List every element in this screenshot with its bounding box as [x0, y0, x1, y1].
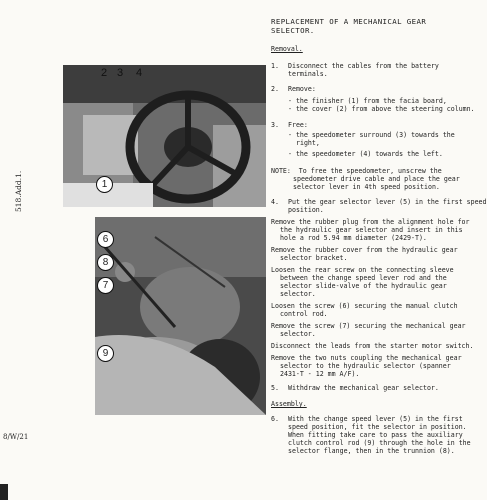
- step-6-line-5: selector flange, then in the trunnion (8).: [288, 447, 455, 455]
- photo2-callout-8: 8: [97, 254, 114, 271]
- gear-selector-photo: [95, 217, 266, 415]
- step-6-line-3: When fitting take care to pass the auxiliary: [288, 431, 463, 439]
- note-line-1: NOTE: To free the speedometer, unscrew the: [271, 167, 442, 175]
- step-5-line-1: Withdraw the mechanical gear selector.: [288, 384, 439, 392]
- step-1-line-1: Disconnect the cables from the battery: [288, 62, 439, 70]
- step-2-bullet-2: - the cover (2) from above the steering column.: [288, 105, 475, 113]
- para-1-line-3: hole a rod 5.94 mm diameter (2429-T).: [280, 234, 427, 242]
- note-line-2: speedometer drive cable and place the gear: [293, 175, 460, 183]
- step-2-number: 2.: [271, 85, 279, 93]
- title-line-2: SELECTOR.: [271, 26, 315, 35]
- para-2-line-2: selector bracket.: [280, 254, 348, 262]
- step-4-line-1: Put the gear selector lever (5) in the first speed: [288, 198, 487, 206]
- step-4-line-2: position.: [288, 206, 324, 214]
- step-5-number: 5.: [271, 384, 279, 392]
- para-2-line-1: Remove the rubber cover from the hydraulic gear: [271, 246, 458, 254]
- para-3-line-1: Loosen the rear screw on the connecting sleeve: [271, 266, 454, 274]
- step-3-bullet-1-line-2: right,: [296, 139, 320, 147]
- step-4-number: 4.: [271, 198, 279, 206]
- step-3-number: 3.: [271, 121, 279, 129]
- side-reference: 518.Add.1.: [14, 170, 23, 212]
- step-6-line-2: speed position, fit the selector in position.: [288, 423, 467, 431]
- photo1-callout-2: 2: [101, 67, 108, 79]
- step-2-line-1: Remove:: [288, 85, 316, 93]
- para-7-line-3: 2431-T - 12 mm A/F).: [280, 370, 360, 378]
- para-5-line-1: Remove the screw (7) securing the mechanical gear: [271, 322, 466, 330]
- para-3-line-2: between the change speed lever rod and the: [280, 274, 447, 282]
- photo1-callout-1: 1: [96, 176, 113, 193]
- step-2-bullet-1: - the finisher (1) from the facia board,: [288, 97, 447, 105]
- photo1-callout-4: 4: [136, 67, 143, 79]
- step-1-number: 1.: [271, 62, 279, 70]
- para-4-line-2: control rod.: [280, 310, 328, 318]
- scan-edge-mark: [0, 484, 8, 500]
- para-7-line-1: Remove the two nuts coupling the mechanical gear: [271, 354, 462, 362]
- step-3-line-1: Free:: [288, 121, 308, 129]
- photo2-callout-7: 7: [97, 277, 114, 294]
- dashboard-photo-drawing: [63, 65, 266, 207]
- step-6-number: 6.: [271, 415, 279, 423]
- step-3-bullet-2: - the speedometer (4) towards the left.: [288, 150, 443, 158]
- para-3-line-3: selector slide-valve of the hydraulic gear: [280, 282, 447, 290]
- para-1-line-2: the hydraulic gear selector and insert in this: [280, 226, 463, 234]
- removal-heading: Removal.: [271, 45, 303, 53]
- title-line-1: REPLACEMENT OF A MECHANICAL GEAR: [271, 17, 427, 26]
- step-6-line-1: With the change speed lever (5) in the first: [288, 415, 463, 423]
- para-6-line-1: Disconnect the leads from the starter motor switch.: [271, 342, 474, 350]
- assembly-heading: Assembly.: [271, 400, 307, 408]
- photo1-callout-3: 3: [117, 67, 124, 79]
- para-4-line-1: Loosen the screw (6) securing the manual clutch: [271, 302, 458, 310]
- gear-selector-photo-drawing: [95, 217, 266, 415]
- step-3-bullet-1-line-1: - the speedometer surround (3) towards the: [288, 131, 455, 139]
- photo2-callout-6: 6: [97, 231, 114, 248]
- note-line-3: selector lever in 4th speed position.: [293, 183, 440, 191]
- para-7-line-2: selector to the hydraulic selector (spanner: [280, 362, 451, 370]
- step-1-line-2: terminals.: [288, 70, 328, 78]
- footer-reference: 8/W/21: [3, 433, 29, 441]
- photo2-callout-9: 9: [97, 345, 114, 362]
- dashboard-photo: [63, 65, 266, 207]
- para-3-line-4: selector.: [280, 290, 316, 298]
- para-1-line-1: Remove the rubber plug from the alignment hole for: [271, 218, 470, 226]
- para-5-line-2: selector.: [280, 330, 316, 338]
- step-6-line-4: clutch control rod (9) through the hole in the: [288, 439, 471, 447]
